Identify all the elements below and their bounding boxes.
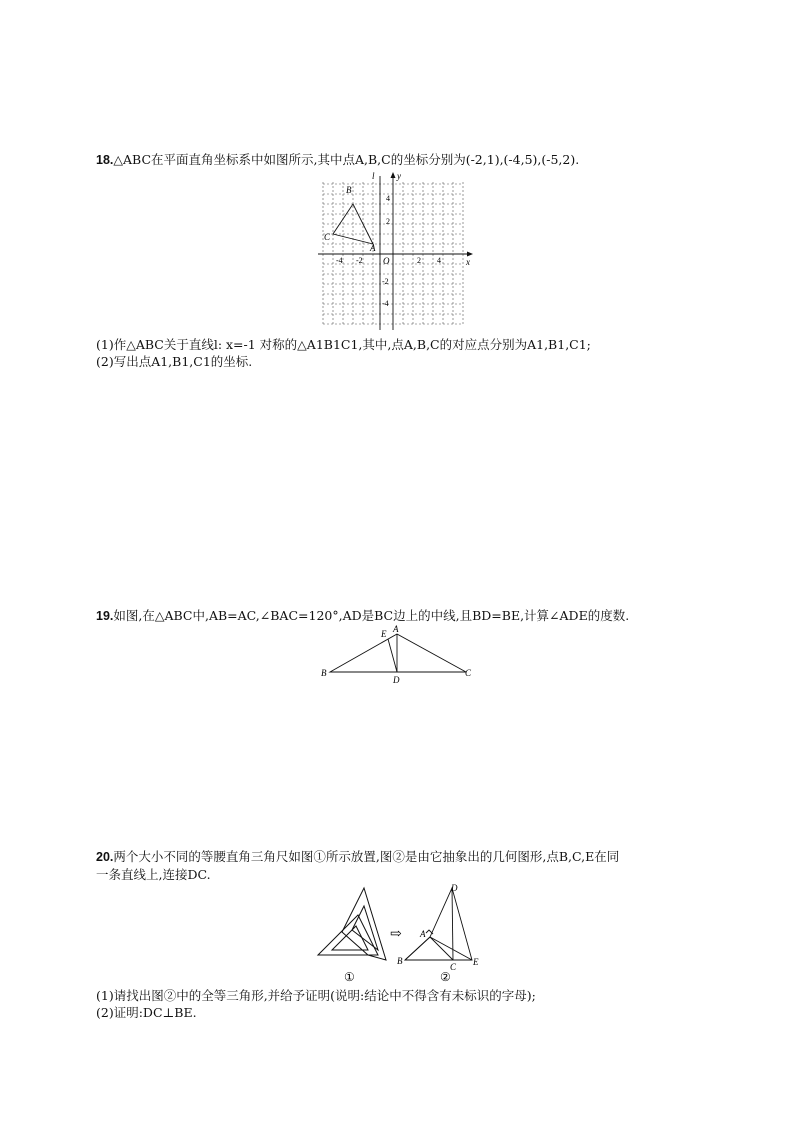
q20-caption-1: ①: [344, 970, 355, 984]
q20-caption-2: ②: [440, 970, 451, 984]
q20-label-b: B: [397, 956, 403, 966]
q18-number: 18.: [96, 153, 114, 167]
q20-arrow-icon: ⇨: [390, 927, 402, 942]
q18-label-b: B: [346, 185, 352, 195]
q18-coordinate-figure: [316, 170, 486, 330]
q19-label-b: B: [321, 668, 327, 678]
q19-label-e: E: [381, 629, 387, 639]
q20-stem-line1: [96, 849, 619, 865]
q19-segment-de: [388, 639, 397, 672]
q19-label-a: A: [393, 624, 399, 634]
q18-label-l: l: [372, 171, 375, 181]
q18-label-x: x: [466, 257, 470, 267]
q20-stem-text: 两个大小不同的等腰直角三角尺如图①所示放置,图②是由它抽象出的几何图形,点B,C,E在同: [113, 849, 620, 864]
q18-x-axis-arrow: [467, 252, 473, 257]
q18-tick-y-2: 2: [386, 217, 390, 226]
q18-tick-x-neg4: -4: [336, 256, 343, 265]
q18-sub1: (1)作△ABC关于直线l: x=-1 对称的△A1B1C1,其中,点A,B,C的对应点分别为A1,B1,C1;: [96, 337, 591, 352]
q18-label-y: y: [397, 171, 401, 181]
q20-sub1: (1)请找出图②中的全等三角形,并给予证明(说明:结论中不得含有未标识的字母);: [96, 988, 536, 1003]
q20-label-c: C: [450, 962, 457, 972]
q18-tick-y-neg2: -2: [382, 277, 389, 286]
q20-figure-2: [405, 888, 472, 960]
q19-label-c: C: [465, 668, 472, 678]
q18-stem-text: △ABC在平面直角坐标系中如图所示,其中点A,B,C的坐标分别为(-2,1),(-4,5),(-5,2).: [113, 152, 580, 167]
q19-triangle-figure: [318, 622, 478, 684]
q18-tick-y-4: 4: [386, 194, 390, 203]
q18-label-a: A: [370, 243, 376, 253]
q19-triangle-abc: [330, 634, 466, 672]
q18-tick-x-4: 4: [437, 256, 441, 265]
q18-sub2: (2)写出点A1,B1,C1的坐标.: [96, 354, 253, 369]
q19-stem-text: 如图,在△ABC中,AB=AC,∠BAC=120°,AD是BC边上的中线,且BD=BE,计算∠ADE的度数.: [113, 608, 630, 623]
q20-number: 20.: [96, 850, 114, 864]
q18-label-o: O: [383, 256, 390, 266]
q20-figures: [310, 880, 490, 985]
q20-label-d: D: [451, 883, 458, 893]
q20-label-a: A: [420, 929, 426, 939]
q20-stem-line2: 一条直线上,连接DC.: [96, 867, 211, 882]
q18-tick-y-neg4: -4: [382, 299, 389, 308]
q18-y-axis-arrow: [391, 172, 396, 178]
q18-stem: [96, 152, 579, 168]
q19-number: 19.: [96, 609, 114, 623]
q20-label-e: E: [473, 957, 479, 967]
q18-tick-x-neg2: -2: [356, 256, 363, 265]
q18-tick-x-2: 2: [417, 256, 421, 265]
q18-label-c: C: [324, 232, 331, 242]
q19-label-d: D: [393, 675, 400, 684]
q20-sub2: (2)证明:DC⊥BE.: [96, 1005, 197, 1020]
q20-figure-1: [318, 888, 386, 960]
